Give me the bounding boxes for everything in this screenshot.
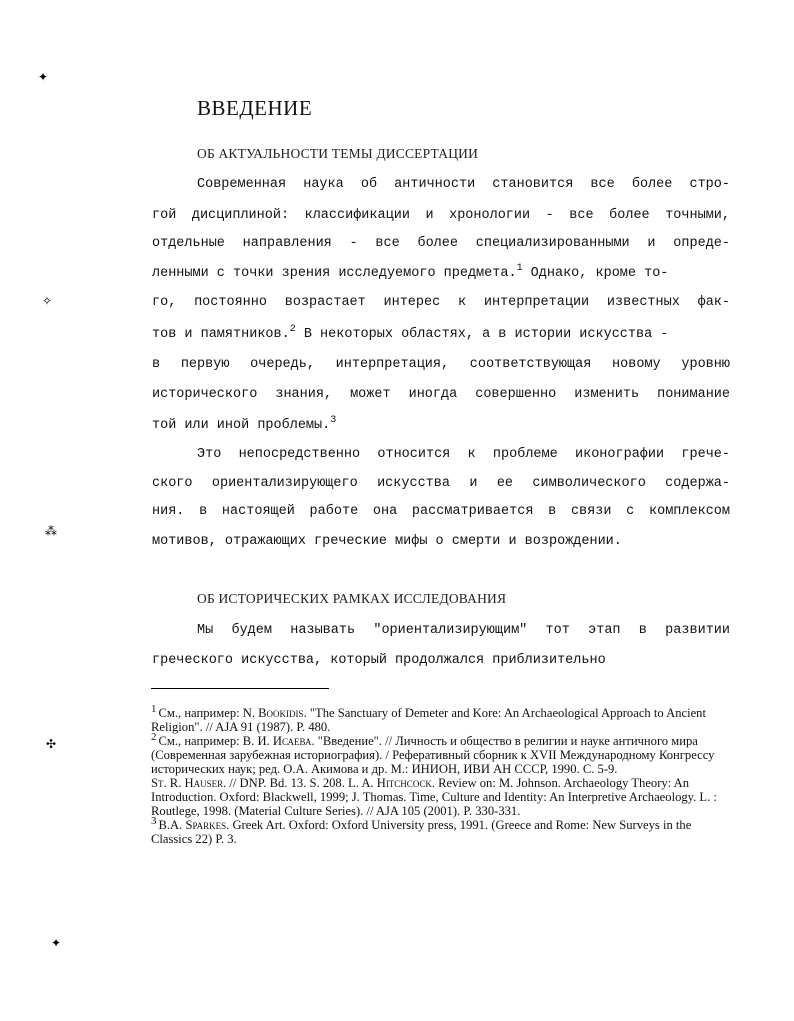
page-title: ВВЕДЕНИЕ	[197, 96, 313, 120]
paragraph-line: мотивов, отражающих греческие мифы о смерти и возрождении.	[152, 534, 622, 549]
margin-mark-2: ✧	[42, 294, 53, 308]
footnote-author: St. R. Hauser	[151, 776, 224, 790]
footnote-author: Bookidis	[258, 706, 304, 720]
footnote-ref-1[interactable]: 1	[516, 263, 523, 274]
footnote-text: . "Введение". // Личность и общество в религии и науке античного мира (Современная зарубежная историография). / Реферативный сборник к XVII Международному Конгрессу исторических наук; ред. О.А. Акимова и др. М.: ИНИОН, ИВИ АН СССР, 1990. С. 5-9.	[151, 734, 715, 776]
footnote-text: См., например: В. И.	[158, 734, 273, 748]
margin-mark-1: ✦	[38, 70, 49, 84]
paragraph-line: исторического знания, может иногда совершенно изменить понимание	[152, 387, 730, 402]
line-text: ленными с точки зрения исследуемого предмета.	[152, 266, 517, 281]
footnotes	[151, 703, 733, 846]
footnote-text: См., например: N.	[158, 706, 259, 720]
footnote-text: B.A.	[158, 818, 186, 832]
footnote-1	[151, 703, 733, 734]
paragraph-line: гой дисциплиной: классификации и хронологии - все более точными,	[152, 208, 730, 223]
line-text: тов и памятников.	[152, 327, 290, 342]
footnote-text: . "The Sanctuary of Demeter and Kore: An Archaeological Approach to Ancient Religion". // AJA 91 (1987). P. 480.	[151, 706, 706, 734]
footnote-ref-3[interactable]: 3	[330, 415, 337, 426]
paragraph-line: Мы будем называть "ориентализирующим" тот этап в развитии	[197, 623, 730, 638]
footnote-number: 3	[151, 815, 157, 827]
paragraph-line: Современная наука об античности становится все более стро-	[197, 177, 730, 192]
footnote-number: 2	[151, 731, 157, 743]
paragraph-line: го, постоянно возрастает интерес к интерпретации известных фак-	[152, 295, 730, 310]
section-heading-relevance: ОБ АКТУАЛЬНОСТИ ТЕМЫ ДИССЕРТАЦИИ	[197, 146, 479, 161]
margin-mark-3: ⁂	[45, 524, 57, 538]
paragraph-line: Это непосредственно относится к проблеме иконографии грече-	[197, 447, 730, 462]
paragraph-line: в первую очередь, интерпретация, соответствующая новому уровню	[152, 357, 730, 372]
footnote-3	[151, 815, 733, 846]
footnote-text: . // DNP. Bd. 13. S. 208. L. A.	[223, 776, 377, 790]
footnote-ref-2[interactable]: 2	[289, 324, 296, 335]
footnote-author: Исаева	[272, 734, 312, 748]
footnote-number: 1	[151, 703, 157, 715]
footnote-text: . Greek Art. Oxford: Oxford University press, 1991. (Greece and Rome: New Surveys in the Classics 22) P. 3.	[151, 818, 692, 846]
footnote-separator	[151, 688, 329, 689]
line-text: В некоторых областях, а в истории искусства -	[295, 327, 669, 342]
footnote-2	[151, 731, 733, 776]
margin-mark-4: ✣	[46, 737, 57, 751]
margin-mark-5: ✦	[51, 936, 62, 950]
footnote-text: . Review on: M. Johnson. Archaeology Theory: An Introduction. Oxford: Blackwell, 1999; J. Thomas. Time, Culture and Identity: An Interpretive Archaeology. L. : Routlege, 1998. (Material Culture Series). // AJA 105 (2001). P. 330-331.	[151, 776, 717, 818]
footnote-2-continuation	[151, 776, 733, 818]
paragraph-line: ния. в настоящей работе она рассматривается в связи с комплексом	[152, 504, 730, 519]
paragraph-line	[152, 264, 668, 284]
footnote-author: Sparkes	[185, 818, 227, 832]
paragraph-line	[152, 416, 336, 436]
section-heading-historical-scope: ОБ ИСТОРИЧЕСКИХ РАМКАХ ИССЛЕДОВАНИЯ	[197, 591, 507, 606]
paragraph-line	[152, 325, 668, 345]
footnote-author: Hitchcock	[376, 776, 432, 790]
paragraph-line: отдельные направления - все более специализированными и опреде-	[152, 236, 730, 251]
line-text: Однако, кроме то-	[522, 266, 669, 281]
paragraph-line: греческого искусства, который продолжался приблизительно	[152, 653, 606, 668]
line-text: той или иной проблемы.	[152, 418, 331, 433]
paragraph-line: ского ориентализирующего искусства и ее символического содержа-	[152, 476, 730, 491]
